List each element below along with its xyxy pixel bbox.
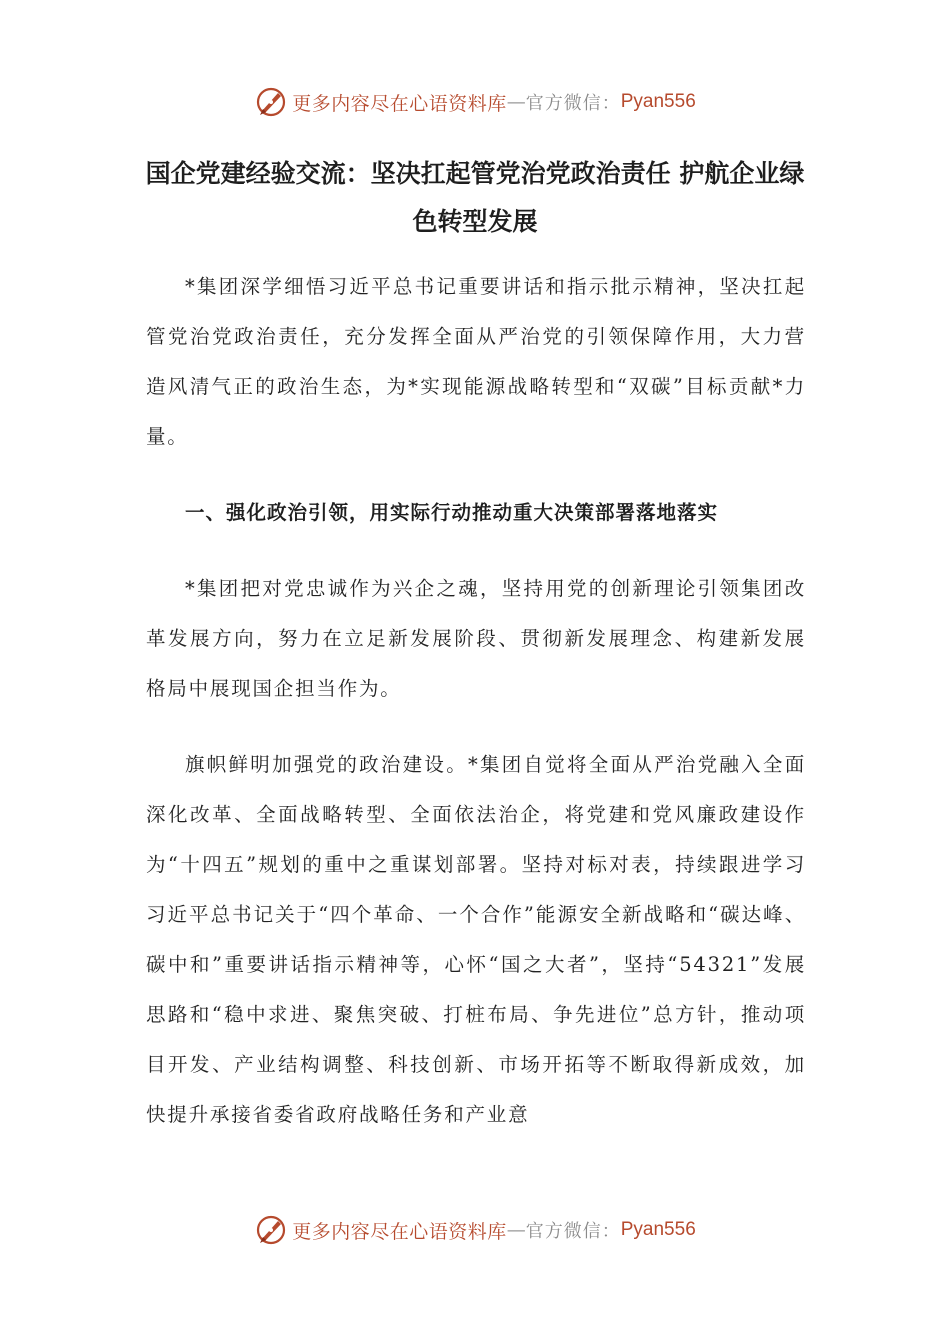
banner-separator: —: [506, 91, 526, 113]
banner-wechat-id: Pyan556: [620, 1219, 696, 1240]
body-paragraph-2: 旗帜鲜明加强党的政治建设。*集团自觉将全面从严治党融入全面深化改革、全面战略转型、全面依法治企，将党建和党风廉政建设作为“十四五”规划的重中之重谋划部署。坚持对标对表，持续跟进学习习近平总书记关于“四个革命、一个合作”能源安全新战略和“碳达峰、碳中和”重要讲话指示精神等，心怀“国之大者”，坚持“54321”发展思路和“稳中求进、聚焦突破、打桩布局、争先进位”总方针，推动项目开发、产业结构调整、科技创新、市场开拓等不断取得新成效，加快提升承接省委省政府战略任务和产业意: [146, 753, 806, 1126]
banner-library-text: 更多内容尽在心语资料库: [292, 1220, 507, 1243]
intro-paragraph: *集团深学细悟习近平总书记重要讲话和指示批示精神，坚决扛起管党治党政治责任，充分发挥全面从严治党的引领保障作用，大力营造风清气正的政治生态，为*实现能源战略转型和“双碳”目标贡献*力量。: [146, 275, 806, 448]
banner-library-text: 更多内容尽在心语资料库: [292, 92, 507, 115]
header-banner-content: [254, 85, 696, 119]
document-body: [146, 262, 806, 1166]
banner-wechat-label: 官方微信：: [525, 1221, 621, 1242]
document-title: 国企党建经验交流：坚决扛起管党治党政治责任 护航企业绿色转型发展: [145, 159, 805, 236]
banner-wechat-id: Pyan556: [620, 91, 696, 112]
footer-banner-content: [254, 1213, 696, 1247]
pen-logo-icon: [254, 85, 288, 119]
section-heading: 一、强化政治引领，用实际行动推动重大决策部署落地落实: [185, 501, 719, 524]
footer-banner: [0, 1210, 950, 1250]
banner-separator: —: [506, 1219, 526, 1241]
banner-wechat-label: 官方微信：: [525, 93, 621, 114]
pen-logo-icon: [254, 1213, 288, 1247]
header-banner: [0, 82, 950, 122]
body-paragraph-1: *集团把对党忠诚作为兴企之魂，坚持用党的创新理论引领集团改革发展方向，努力在立足新发展阶段、贯彻新发展理念、构建新发展格局中展现国企担当作为。: [146, 577, 806, 700]
